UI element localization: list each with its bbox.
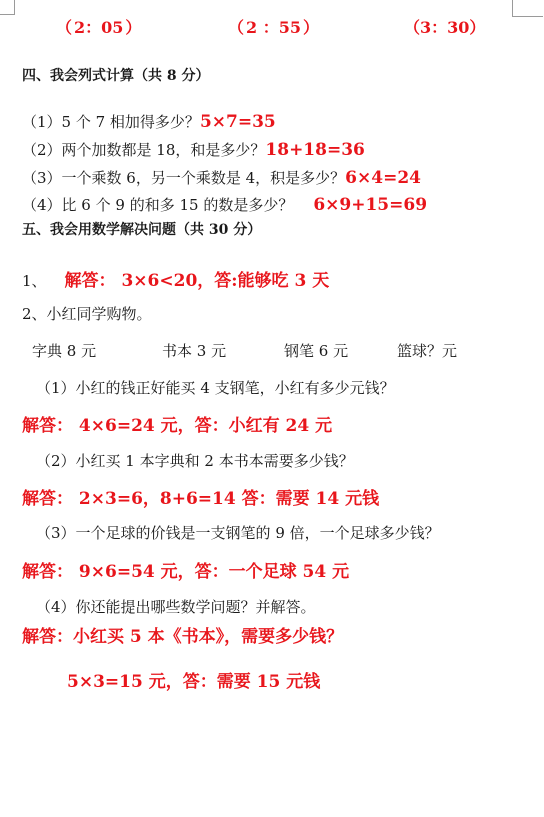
paren-close: ） bbox=[125, 18, 142, 37]
subquestion-1: （1）小红的钱正好能买 4 支钢笔，小红有多少元钱？ bbox=[36, 379, 395, 397]
price-book: 书本 3 元 bbox=[162, 342, 227, 360]
question-text: （2）两个加数都是 18，和是多少？ bbox=[22, 141, 266, 159]
paren-close: ） bbox=[303, 18, 320, 37]
problem-number: 1、 bbox=[22, 272, 47, 290]
problem-2-intro: 2、小红同学购物。 bbox=[22, 305, 152, 323]
answer-text: 6×9+15=69 bbox=[313, 195, 428, 215]
price-dictionary: 字典 8 元 bbox=[32, 342, 97, 360]
price-pen: 钢笔 6 元 bbox=[284, 342, 349, 360]
subquestion-2: （2）小红买 1 本字典和 2 本书本需要多少钱？ bbox=[36, 452, 354, 470]
time-answer-2 bbox=[228, 15, 319, 38]
time-answer-3 bbox=[404, 15, 485, 38]
subquestion-3: （3）一个足球的价钱是一支钢笔的 9 倍，一个足球多少钱？ bbox=[36, 524, 440, 542]
section5-title: 五、我会用数学解决问题（共 30 分） bbox=[22, 222, 262, 238]
time-value: 2：05 bbox=[74, 18, 124, 37]
subquestion-4: （4）你还能提出哪些数学问题？并解答。 bbox=[36, 598, 316, 616]
paren-close: ） bbox=[469, 18, 486, 37]
corner-mark-right bbox=[512, 0, 543, 17]
section4-item-2 bbox=[22, 139, 365, 160]
subanswer-4: 解答：小红买 5 本《书本》，需要多少钱？ bbox=[22, 627, 344, 647]
subanswer-4-calculation: 5×3=15 元，答：需要 15 元钱 bbox=[67, 672, 321, 692]
question-text: （1）5 个 7 相加得多少？ bbox=[22, 113, 200, 131]
section4-item-1 bbox=[22, 111, 276, 132]
answer-text: 6×4=24 bbox=[345, 168, 421, 188]
paren-open: （ bbox=[228, 18, 245, 37]
paren-open: （ bbox=[404, 18, 421, 37]
time-value: 3：30 bbox=[420, 18, 470, 37]
subanswer-1: 解答： 4×6=24 元，答：小红有 24 元 bbox=[22, 416, 333, 436]
section4-item-4 bbox=[22, 194, 427, 215]
question-text: （3）一个乘数 6，另一个乘数是 4，积是多少？ bbox=[22, 169, 346, 187]
time-value: 2 ：55 bbox=[246, 18, 301, 37]
corner-mark-left bbox=[0, 0, 15, 15]
price-basketball: 篮球？元 bbox=[397, 342, 458, 360]
section4-title: 四、我会列式计算（共 8 分） bbox=[22, 68, 210, 84]
answer-text: 18+18=36 bbox=[265, 140, 365, 160]
section4-item-3 bbox=[22, 167, 421, 188]
paren-open: （ bbox=[56, 18, 73, 37]
problem-1 bbox=[22, 266, 329, 291]
subanswer-2: 解答： 2×3=6，8+6=14 答：需要 14 元钱 bbox=[22, 489, 380, 509]
subanswer-3: 解答： 9×6=54 元，答：一个足球 54 元 bbox=[22, 562, 350, 582]
answer-text: 解答： 3×6<20，答:能够吃 3 天 bbox=[64, 271, 330, 291]
answer-text: 5×7=35 bbox=[199, 112, 276, 132]
time-answer-1 bbox=[56, 15, 141, 38]
question-text: （4）比 6 个 9 的和多 15 的数是多少？ bbox=[22, 196, 294, 214]
